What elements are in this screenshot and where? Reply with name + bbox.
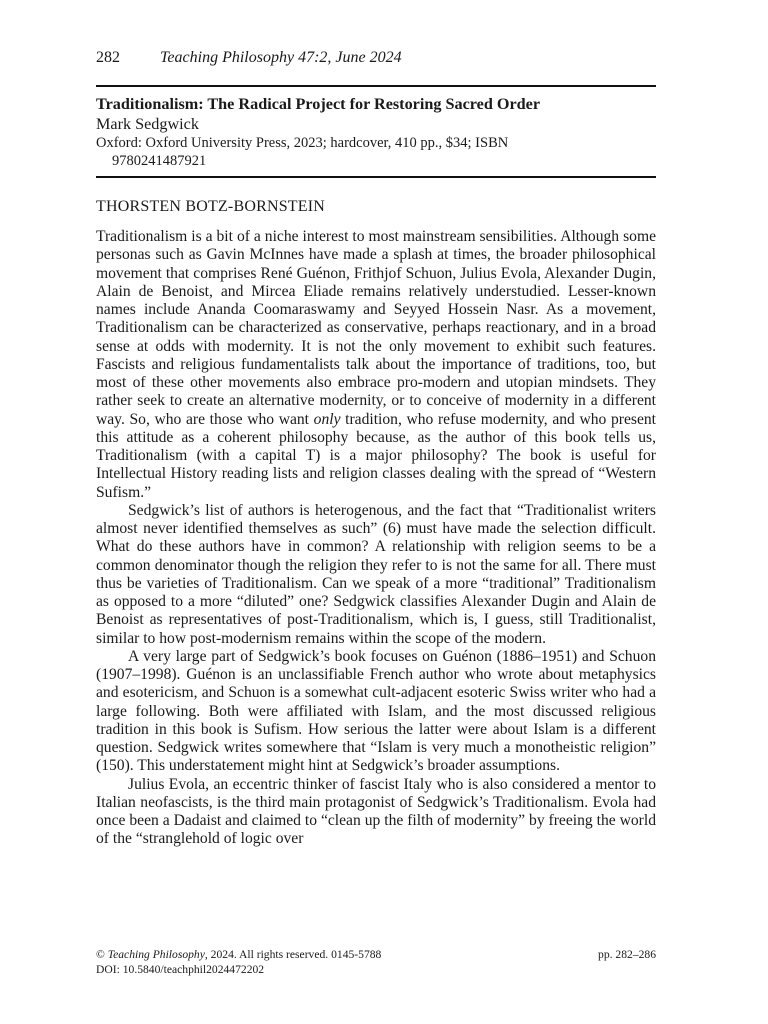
paragraph-1-emphasis: only <box>313 410 341 428</box>
book-title: Traditionalism: The Radical Project for Restoring Sacred Order <box>96 95 541 113</box>
paragraph-1-part-a: Traditionalism is a bit of a niche interest to most mainstream sensibilities. Although some personas such as Gavin McInnes have made a splash at times, the broader philosophical movement that comprises René Guénon, Frithjof Schuon, Julius Evola, Alexander Dugin, Alain de Benoist, and Mircea Eliade remains relatively understudied. Lesser-known names include Ananda Coomaraswamy and Seyyed Hossein Nasr. As a movement, Traditionalism can be characterized as conservative, perhaps reactionary, and in a broad sense at odds with modernity. It is not the only movement to exhibit such features. Fascists and religious fundamentalists talk about the importance of traditions, too, but most of these other movements also embrace pro-modern and utopian mindsets. They rather seek to create an alternative modernity, or to conceive of modernity in a different way. So, who are those who want <box>96 228 656 428</box>
page-footer <box>96 947 656 977</box>
header-top-rule <box>96 85 656 87</box>
footer-copyright-row <box>96 947 656 962</box>
isbn-number: 9780241487921 <box>112 153 207 169</box>
publication-details: Oxford: Oxford University Press, 2023; hardcover, 410 pp., $34; ISBN <box>96 135 509 151</box>
header-bottom-rule <box>96 176 656 178</box>
book-review-header <box>96 94 656 170</box>
copyright-notice <box>96 947 381 962</box>
review-body <box>96 228 656 849</box>
book-author: Mark Sedgwick <box>96 115 199 133</box>
page-number: 282 <box>96 49 120 66</box>
paragraph-1-part-b: tradition, who refuse modernity, and who present this attitude as a coherent philosophy because, as the author of this book tells us, Traditionalism (with a capital T) is a major philosophy? The book is useful for Intellectual History reading lists and religion classes dealing with the spread of “Western Sufism.” <box>96 410 656 501</box>
journal-page <box>96 0 656 1024</box>
paragraph-2: Sedgwick’s list of authors is heterogenous, and the fact that “Traditionalist writers almost never identified themselves as such” (6) must have made the selection difficult. What do these authors have in common? A relationship with religion seems to be a common denominator though the religion they refer to is not the same for all. There must thus be varieties of Traditionalism. Can we speak of a more “traditional” Traditionalism as opposed to a more “diluted” one? Sedgwick classifies Alexander Dugin and Alain de Benoist as representatives of post-Traditionalism, which is, I guess, still Traditionalist, similar to how post-modernism remains within the scope of the modern. <box>96 501 656 647</box>
paragraph-4: Julius Evola, an eccentric thinker of fascist Italy who is also considered a mentor to Italian neofascists, is the third main protagonist of Sedgwick’s Traditionalism. Evola had once been a Dadaist and claimed to “clean up the filth of modernity” by freeing the world of the “stranglehold of logic over <box>96 775 656 848</box>
doi-link[interactable]: DOI: 10.5840/teachphil2024472202 <box>96 963 265 976</box>
paragraph-1 <box>96 228 656 502</box>
running-head <box>96 47 656 69</box>
copyright-rest: , 2024. All rights reserved. 0145-5788 <box>204 948 382 961</box>
copyright-journal: Teaching Philosophy <box>107 948 205 961</box>
footer-doi-row <box>96 962 656 977</box>
journal-citation: Teaching Philosophy 47:2, June 2024 <box>160 49 402 66</box>
reviewer-name: THORSTEN BOTZ-BORNSTEIN <box>96 198 326 215</box>
paragraph-3: A very large part of Sedgwick’s book focuses on Guénon (1886–1951) and Schuon (1907–1998). Guénon is an unclassifiable French author who wrote about metaphysics and esotericism, and Schuon is a somewhat cult-adjacent esoteric Swiss writer who had a large following. Both were affiliated with Islam, and the most discussed religious tradition in this book is Sufism. How serious the latter were about Islam is a different question. Sedgwick writes somewhere that “Islam is very much a monotheistic religion” (150). This understatement might hint at Sedgwick’s broader assumptions. <box>96 647 656 775</box>
page-range: pp. 282–286 <box>598 948 656 961</box>
publication-info <box>96 134 656 170</box>
copyright-prefix: © <box>96 948 108 961</box>
